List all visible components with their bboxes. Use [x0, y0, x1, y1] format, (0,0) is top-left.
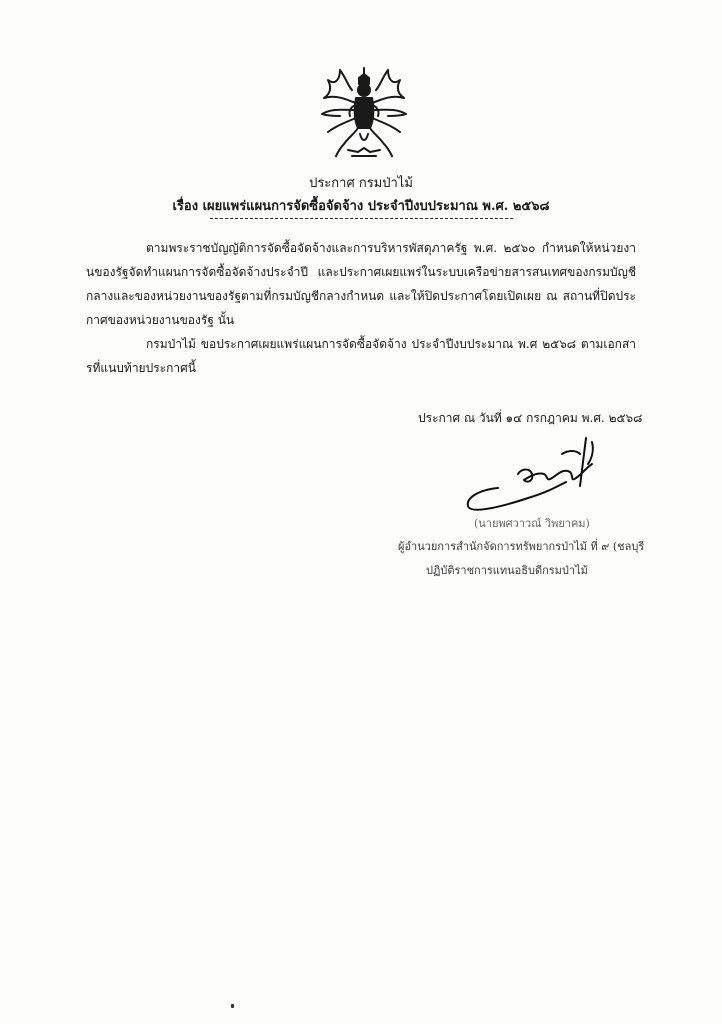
title-divider — [210, 218, 513, 219]
announcement-subject: เรื่อง เผยแพร่แผนการจัดซื้อจัดจ้าง ประจำปีงบประมาณ พ.ศ. ๒๕๖๘ — [172, 199, 550, 214]
handwritten-signature-icon — [458, 428, 618, 518]
body-paragraph-1: ตามพระราชบัญญัติการจัดซื้อจัดจ้างและการบริหารพัสดุภาครัฐ พ.ศ. ๒๕๖๐ กำหนดให้หน่วยงานของรัฐจัดทำแผนการจัดซื้อจัดจ้างประจำปี และประกาศเผยแพร่ในระบบเครือข่ายสารสนเทศของกรมบัญชีกลางและของหน่วยงานของรัฐตามที่กรมบัญชีกลางกำหนด และให้ปิดประกาศโดยเปิดเผย ณ สถานที่ปิดประกาศของหน่วยงานของรัฐ นั้น — [86, 241, 636, 327]
body-paragraph-2: กรมป่าไม้ ขอประกาศเผยแพร่แผนการจัดซื้อจัดจ้าง ประจำปีงบประมาณ พ.ศ ๒๕๖๘ ตามเอกสารที่แนบท้ายประกาศนี้ — [86, 337, 637, 375]
signer-acting-capacity: ปฏิบัติราชการแทนอธิบดีกรมป่าไม้ — [426, 564, 588, 577]
issued-date: ประกาศ ณ วันที่ ๑๔ กรกฎาคม พ.ศ. ๒๕๖๘ — [418, 411, 643, 425]
announcement-title: ประกาศ กรมป่าไม้ — [309, 176, 413, 191]
garuda-emblem-icon — [318, 64, 410, 160]
scan-speck — [231, 1004, 234, 1008]
signer-name: (นายพศวาวณ์ วิพยาคม) — [474, 517, 590, 530]
signer-position: ผู้อำนวยการสำนักจัดการทรัพยากรป่าไม้ ที่ ๙ (ชลบุรี — [398, 540, 645, 553]
